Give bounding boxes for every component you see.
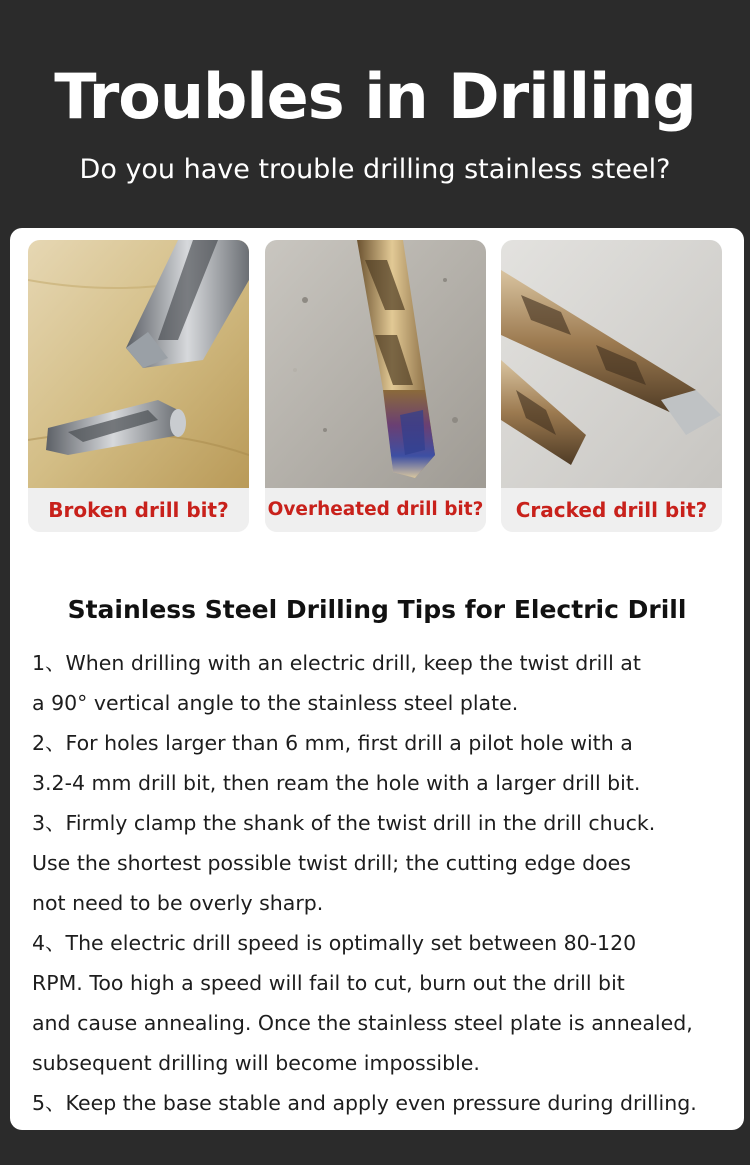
tip-line: 3、Firmly clamp the shank of the twist drill in the drill chuck. (32, 811, 656, 835)
page-title: Troubles in Drilling (54, 60, 696, 133)
tips-list (32, 643, 744, 1123)
tips-title: Stainless Steel Drilling Tips for Electric Drill (67, 595, 687, 624)
page-subtitle: Do you have trouble drilling stainless steel? (79, 154, 671, 185)
tip-line: RPM. Too high a speed will fail to cut, burn out the drill bit (32, 971, 625, 995)
tip-line: Use the shortest possible twist drill; the cutting edge does (32, 851, 631, 875)
caption-cracked: Cracked drill bit? (501, 488, 722, 532)
tip-line: not need to be overly sharp. (32, 891, 324, 915)
content-card (10, 228, 744, 1130)
broken-drill-bit-photo (28, 240, 249, 488)
overheated-drill-bit-photo (265, 240, 486, 488)
caption-broken: Broken drill bit? (28, 488, 249, 532)
problem-card-cracked (501, 240, 722, 532)
tip-line: 4、The electric drill speed is optimally set between 80-120 (32, 931, 637, 955)
problem-card-overheated (265, 240, 486, 532)
tip-line: subsequent drilling will become impossible. (32, 1051, 480, 1075)
tip-line: 5、Keep the base stable and apply even pressure during drilling. (32, 1091, 697, 1115)
tip-line: and cause annealing. Once the stainless steel plate is annealed, (32, 1011, 693, 1035)
cracked-drill-bit-photo (501, 240, 722, 488)
caption-overheated: Overheated drill bit? (265, 488, 486, 532)
tip-line: 1、When drilling with an electric drill, keep the twist drill at (32, 651, 641, 675)
tip-line: 3.2-4 mm drill bit, then ream the hole with a larger drill bit. (32, 771, 641, 795)
tip-line: a 90° vertical angle to the stainless steel plate. (32, 691, 519, 715)
tip-line: 2、For holes larger than 6 mm, first drill a pilot hole with a (32, 731, 633, 755)
problem-card-broken (28, 240, 249, 532)
header (0, 0, 750, 230)
